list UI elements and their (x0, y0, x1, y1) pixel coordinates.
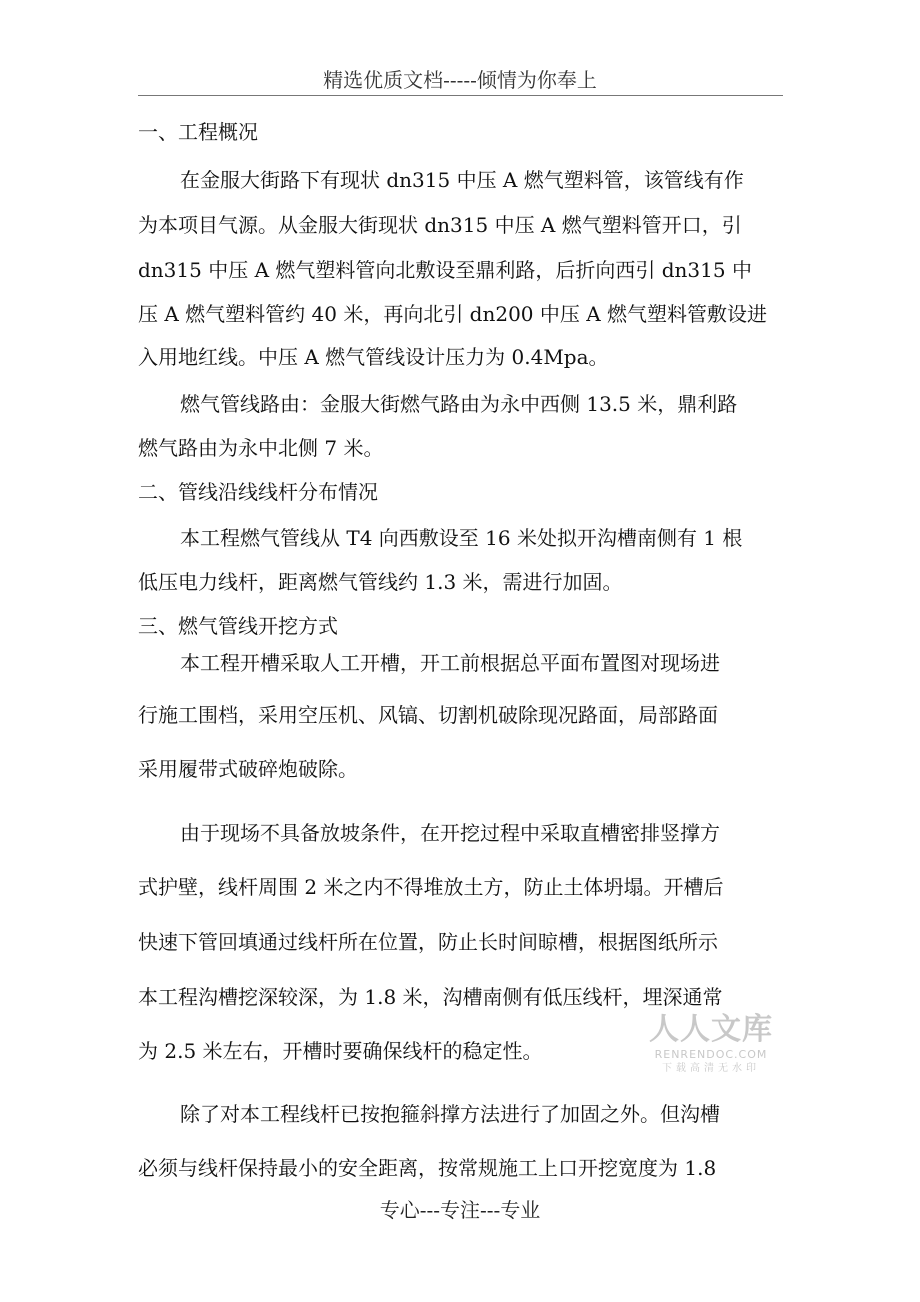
paragraph-line: 燃气路由为永中北侧 7 米。 (138, 436, 384, 460)
paragraph-line: 入用地红线。中压 A 燃气管线设计压力为 0.4Mpa。 (138, 345, 609, 369)
section-heading-excavation: 三、燃气管线开挖方式 (138, 614, 338, 638)
paragraph-line: 快速下管回填通过线杆所在位置，防止长时间晾槽，根据图纸所示 (138, 930, 718, 954)
paragraph-line: 必须与线杆保持最小的安全距离，按常规施工上口开挖宽度为 1.8 (138, 1156, 717, 1180)
paragraph-line: 式护壁，线杆周围 2 米之内不得堆放土方，防止土体坍塌。开槽后 (138, 875, 724, 899)
paragraph-line: 燃气管线路由：金服大街燃气路由为永中西侧 13.5 米，鼎利路 (180, 392, 738, 416)
header-divider (138, 95, 783, 96)
watermark-slogan: 下载高清无水印 (662, 1063, 760, 1074)
paragraph-line: 本工程沟槽挖深较深，为 1.8 米，沟槽南侧有低压线杆，埋深通常 (138, 985, 723, 1009)
paragraph-line: dn315 中压 A 燃气塑料管向北敷设至鼎利路，后折向西引 dn315 中 (138, 258, 752, 282)
paragraph-line: 低压电力线杆，距离燃气管线约 1.3 米，需进行加固。 (138, 570, 623, 594)
paragraph-line: 压 A 燃气塑料管约 40 米，再向北引 dn200 中压 A 燃气塑料管敷设进 (138, 302, 768, 326)
paragraph-line: 本工程开槽采取人工开槽，开工前根据总平面布置图对现场进 (180, 651, 720, 675)
paragraph-line: 在金服大街路下有现状 dn315 中压 A 燃气塑料管，该管线有作 (180, 168, 744, 192)
paragraph-line: 为 2.5 米左右，开槽时要确保线杆的稳定性。 (138, 1039, 543, 1063)
paragraph-line: 为本项目气源。从金服大街现状 dn315 中压 A 燃气塑料管开口，引 (138, 213, 742, 237)
paragraph-line: 采用履带式破碎炮破除。 (138, 757, 358, 781)
page-footer: 专心---专注---专业 (379, 1198, 541, 1222)
section-heading-overview: 一、工程概况 (138, 120, 258, 144)
section-heading-poles: 二、管线沿线线杆分布情况 (138, 480, 378, 504)
watermark-title: 人人文库 (649, 1012, 773, 1047)
paragraph-line: 由于现场不具备放坡条件，在开挖过程中采取直槽密排竖撑方 (180, 821, 720, 845)
watermark-logo (646, 1012, 776, 1075)
page-header: 精选优质文档-----倾情为你奉上 (323, 68, 597, 92)
paragraph-line: 除了对本工程线杆已按抱箍斜撑方法进行了加固之外。但沟槽 (180, 1102, 720, 1126)
paragraph-line: 行施工围档，采用空压机、风镐、切割机破除现况路面，局部路面 (138, 703, 718, 727)
paragraph-line: 本工程燃气管线从 T4 向西敷设至 16 米处拟开沟槽南侧有 1 根 (180, 526, 743, 550)
watermark-site: RENRENDOC.COM (654, 1048, 768, 1061)
